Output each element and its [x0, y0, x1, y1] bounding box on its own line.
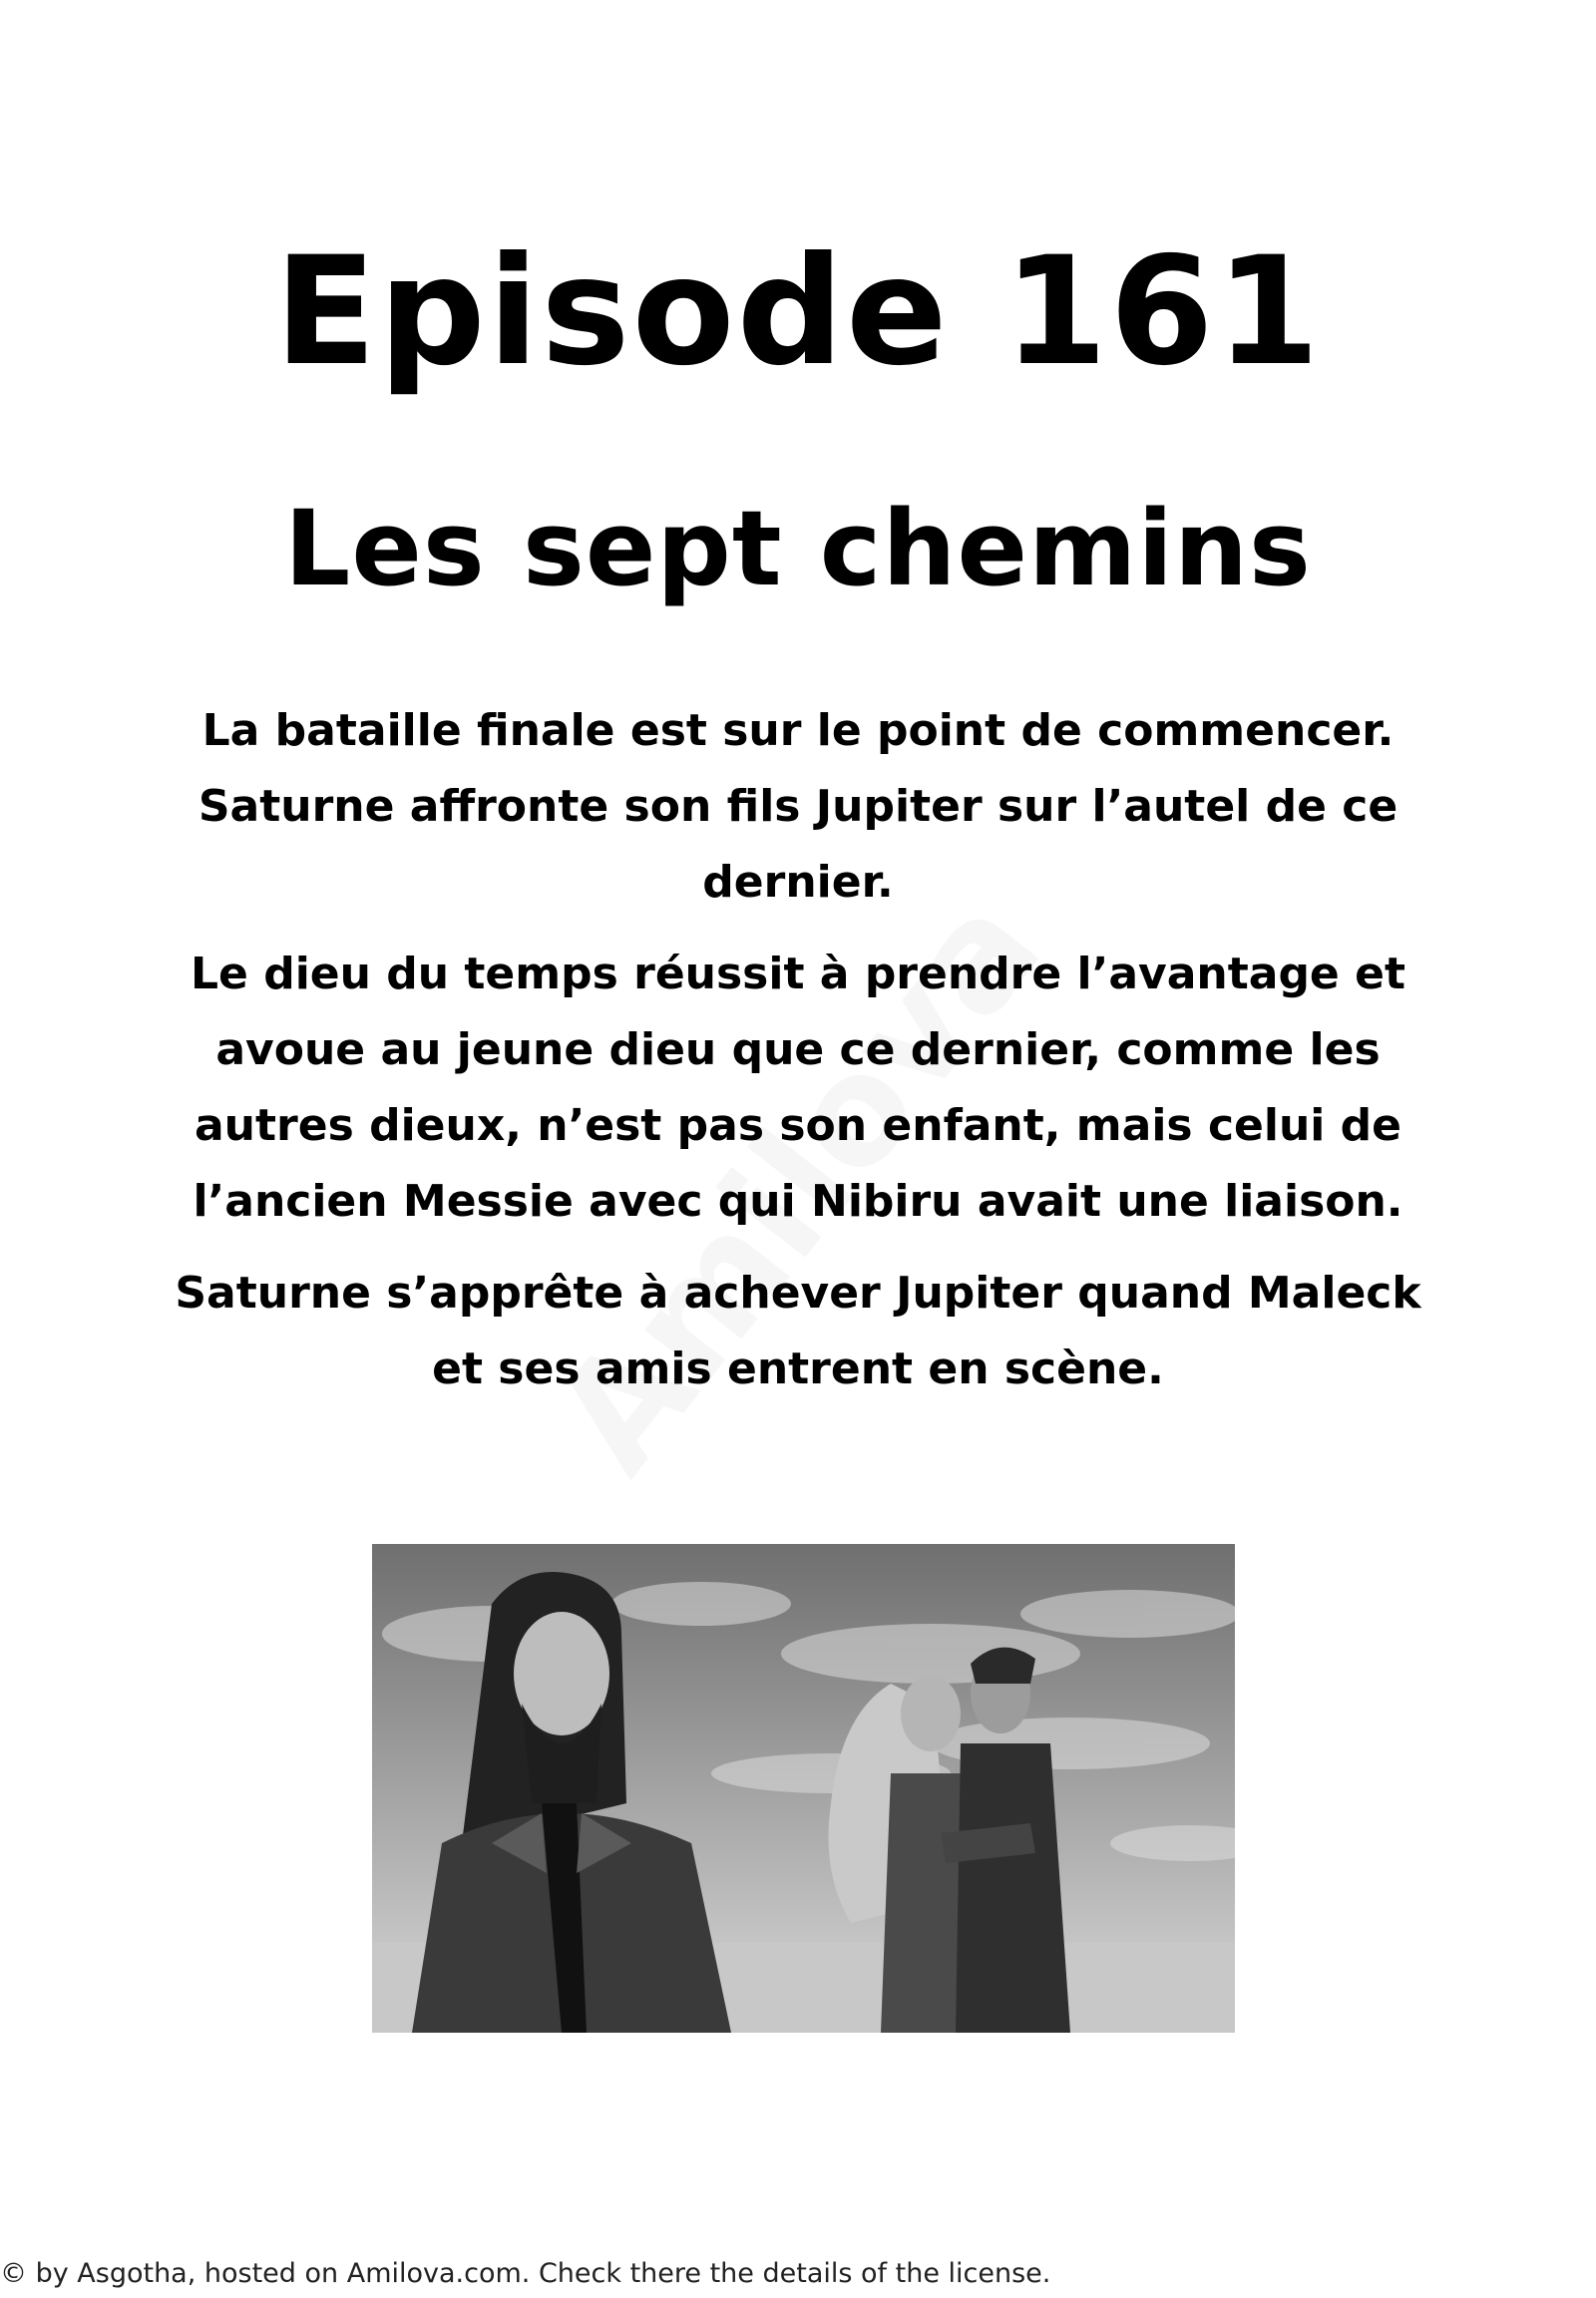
summary-paragraph-3: Saturne s’apprête à achever Jupiter quand Maleck et ses amis entrent en scène. [175, 1268, 1421, 1394]
license-footer: © by Asgotha, hosted on Amilova.com. Check there the details of the license. [0, 2258, 1051, 2289]
illustration-drawing [372, 1544, 1235, 2033]
episode-summary [150, 693, 1446, 1423]
summary-paragraph-2: Le dieu du temps réussit à prendre l’avantage et avoue au jeune dieu que ce dernier, comme les autres dieux, n’est pas son enfant, mais celui de l’ancien Messie avec qui Nibiru avait une liaison. [191, 949, 1405, 1227]
episode-subtitle: Les sept chemins [284, 488, 1312, 609]
episode-illustration [372, 1544, 1235, 2033]
summary-paragraph-1: La bataille finale est sur le point de commencer. Saturne affronte son fils Jupiter sur l’autel de ce dernier. [198, 705, 1398, 908]
episode-title: Episode 161 [273, 225, 1323, 399]
